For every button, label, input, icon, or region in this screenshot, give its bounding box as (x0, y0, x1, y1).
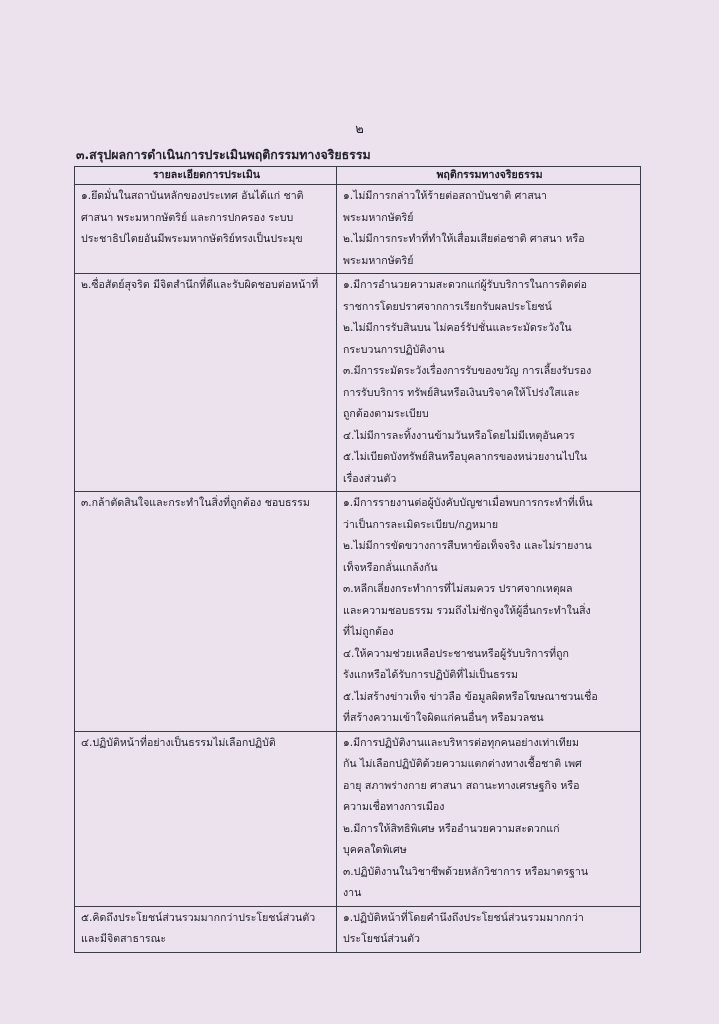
behavior-line: ๕.ไม่เบียดบังทรัพย์สินหรือบุคลากรของหน่วยงานไปใน (343, 451, 587, 463)
behavior-line: ๑.ไม่มีการกล่าวให้ร้ายต่อสถาบันชาติ ศาสนา (343, 190, 547, 202)
detail-line: ๑.ยึดมั่นในสถาบันหลักของประเทศ อันได้แก่ ชาติ (81, 190, 304, 202)
behavior-line: ๒.ไม่มีการกระทำที่ทำให้เสื่อมเสียต่อชาติ ศาสนา หรือ (343, 233, 585, 245)
table-row (75, 731, 641, 906)
behavior-line: พระมหากษัตริย์ (343, 211, 414, 224)
behavior-line: ๔.ไม่มีการละทิ้งงานข้ามวันหรือโดยไม่มีเหตุอันควร (343, 429, 575, 442)
behavior-cell (337, 731, 641, 906)
behavior-line: ที่ไม่ถูกต้อง (343, 626, 394, 638)
detail-line: และมีจิตสาธารณะ (81, 933, 167, 945)
detail-line: ๕.คิดถึงประโยชน์ส่วนรวมมากกว่าประโยชน์ส่วนตัว (81, 911, 316, 924)
detail-cell (75, 492, 337, 732)
table-row (75, 274, 641, 492)
behavior-line: พระมหากษัตริย์ (343, 254, 414, 267)
table-row (75, 906, 641, 952)
behavior-line: ๓.มีการระมัดระวังเรื่องการรับของขวัญ การเลี้ยงรับรอง (343, 365, 592, 377)
detail-line: ประชาธิปไตยอันมีพระมหากษัตริย์ทรงเป็นประมุข (81, 233, 303, 245)
behavior-line: เรื่องส่วนตัว (343, 472, 397, 485)
behavior-line: ๒.ไม่มีการรับสินบน ไม่คอร์รัปชั่นและระมัดระวังใน (343, 322, 572, 334)
behavior-line: ๒.ไม่มีการขัดขวางการสืบหาข้อเท็จจริง และไม่รายงาน (343, 540, 592, 552)
behavior-line: รังแกหรือได้รับการปฏิบัติที่ไม่เป็นธรรม (343, 669, 518, 681)
behavior-line: ๑.ปฏิบัติหน้าที่โดยคำนึงถึงประโยชน์ส่วนรวมมากกว่า (343, 911, 584, 924)
detail-line: ๔.ปฏิบัติหน้าที่อย่างเป็นธรรมไม่เลือกปฏิบัติ (81, 736, 276, 749)
behavior-line: ที่สร้างความเข้าใจผิดแก่คนอื่นๆ หรือมวลชน (343, 712, 544, 724)
table-row (75, 492, 641, 732)
behavior-line: ๓.ปฏิบัติงานในวิชาชีพด้วยหลักวิชาการ หรือมาตรฐาน (343, 865, 589, 878)
header-behavior: พฤติกรรมทางจริยธรรม (337, 167, 641, 185)
behavior-line: ราชการโดยปราศจากการเรียกรับผลประโยชน์ (343, 300, 552, 313)
detail-cell (75, 731, 337, 906)
detail-cell (75, 185, 337, 274)
behavior-line: ๑.มีการรายงานต่อผู้บังคับบัญชาเมื่อพบการกระทำที่เห็น (343, 497, 593, 509)
behavior-line: อายุ สภาพร่างกาย ศาสนา สถานะทางเศรษฐกิจ หรือ (343, 779, 580, 792)
page-number: ๒ (355, 122, 364, 137)
behavior-line: ความเชื่อทางการเมือง (343, 801, 445, 813)
detail-cell (75, 906, 337, 952)
behavior-line: ๑.มีการปฏิบัติงานและบริหารต่อทุกคนอย่างเท่าเทียม (343, 736, 579, 749)
detail-line: ศาสนา พระมหากษัตริย์ และการปกครอง ระบบ (81, 211, 294, 224)
behavior-line: เท็จหรือกลั่นแกล้งกัน (343, 561, 438, 574)
behavior-line: ๒.มีการให้สิทธิพิเศษ หรืออำนวยความสะดวกแก่ (343, 822, 560, 835)
detail-line: ๒.ซื่อสัตย์สุจริต มีจิตสำนึกที่ดีและรับผิดชอบต่อหน้าที่ (81, 279, 319, 291)
behavior-line: กัน ไม่เลือกปฏิบัติด้วยความแตกต่างทางเชื้อชาติ เพศ (343, 758, 582, 770)
table-row (75, 185, 641, 274)
behavior-line: ว่าเป็นการละเมิดระเบียบ/กฎหมาย (343, 518, 499, 531)
behavior-cell (337, 906, 641, 952)
behavior-line: การรับบริการ ทรัพย์สินหรือเงินบริจาคให้โปร่งใสและ (343, 386, 580, 399)
behavior-line: ๕.ไม่สร้างข่าวเท็จ ข่าวลือ ข้อมูลผิดหรือโฆษณาชวนเชื่อ (343, 690, 598, 703)
behavior-cell (337, 274, 641, 492)
behavior-line: ถูกต้องตามระเบียบ (343, 408, 429, 420)
behavior-line: กระบวนการปฏิบัติงาน (343, 343, 445, 356)
behavior-line: งาน (343, 887, 362, 899)
behavior-cell (337, 185, 641, 274)
behavior-line: ประโยชน์ส่วนตัว (343, 933, 420, 945)
detail-cell (75, 274, 337, 492)
table-header-row (75, 167, 641, 185)
behavior-line: ๓.หลีกเลี่ยงกระทำการที่ไม่สมควร ปราศจากเหตุผล (343, 583, 573, 595)
behavior-cell (337, 492, 641, 732)
evaluation-table (74, 166, 641, 953)
section-title: ๓.สรุปผลการดำเนินการประเมินพฤติกรรมทางจริยธรรม (76, 147, 371, 162)
behavior-line: ๔.ให้ความช่วยเหลือประชาชนหรือผู้รับบริการที่ถูก (343, 647, 569, 660)
behavior-line: ๑.มีการอำนวยความสะดวกแก่ผู้รับบริการในการติดต่อ (343, 279, 588, 291)
behavior-line: และความชอบธรรม รวมถึงไม่ชักจูงให้ผู้อื่นกระทำในสิ่ง (343, 604, 591, 617)
behavior-line: บุคคลใดพิเศษ (343, 844, 407, 856)
detail-line: ๓.กล้าตัดสินใจและกระทำในสิ่งที่ถูกต้อง ชอบธรรม (81, 497, 310, 509)
header-detail: รายละเอียดการประเมิน (75, 167, 337, 185)
